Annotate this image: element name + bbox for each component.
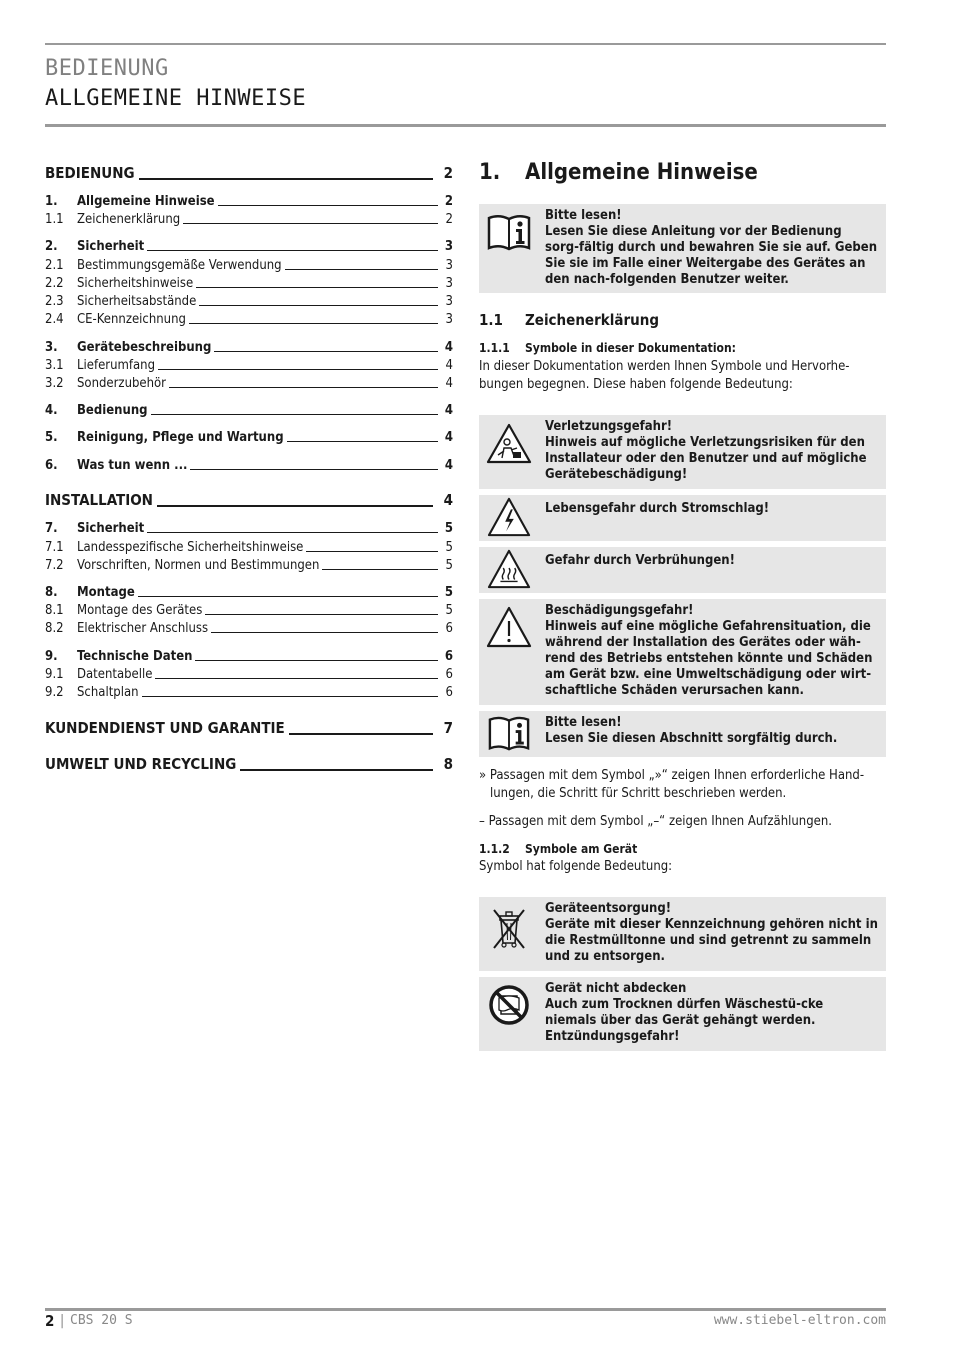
read-notice-text: Bitte lesen! Lesen Sie diese Anleitung vor der Bedienung sorg-fältig durch und bewahren Sie sie auf. Geben Sie sie im Falle einer Weitergabe des Gerätes an den nach-folgenden Benutzer weiter. (545, 208, 878, 287)
toc-section[interactable]: UMWELT UND RECYCLING 8 (45, 755, 453, 773)
toc-entry[interactable]: 7. Sicherheit 5 (45, 521, 453, 536)
manual-info-icon (485, 210, 533, 254)
toc-entry[interactable]: 3.1 Lieferumfang 4 (45, 358, 453, 373)
page-number: 2 (45, 1312, 55, 1330)
toc-entry[interactable]: 9.1 Datentabelle 6 (45, 667, 453, 682)
footer-rule (45, 1308, 886, 1311)
bullet-list: – Passagen mit dem Symbol „–“ zeigen Ihnen Aufzählungen. (479, 814, 832, 829)
manual-info-icon (485, 712, 533, 754)
subsubsection-heading: 1.1.1 Symbole in dieser Dokumentation: (479, 341, 736, 355)
footer-separator: | (60, 1313, 65, 1329)
website-url[interactable]: www.stiebel-eltron.com (713, 1313, 886, 1328)
toc-entry[interactable]: 3. Gerätebeschreibung 4 (45, 340, 453, 355)
toc-entry[interactable]: 7.1 Landesspezifische Sicherheitshinweise 5 (45, 540, 453, 555)
toc-entry[interactable]: 2.2 Sicherheitshinweise 3 (45, 276, 453, 291)
toc-section[interactable]: KUNDENDIENST UND GARANTIE 7 (45, 719, 453, 737)
crossed-bin-icon (485, 905, 533, 951)
toc-entry[interactable]: 3.2 Sonderzubehör 4 (45, 376, 453, 391)
toc-entry[interactable]: 8.2 Elektrischer Anschluss 6 (45, 621, 453, 636)
toc-entry[interactable]: 6. Was tun wenn ... 4 (45, 458, 453, 473)
injury-warning-icon (485, 421, 533, 465)
toc-entry[interactable]: 8. Montage 5 (45, 585, 453, 600)
device-symbol-do-not-cover: Gerät nicht abdecken Auch zum Trocknen dürfen Wäschestü-cke niemals über das Gerät gehängt werden. Entzündungsgefahr! (479, 977, 886, 1051)
symbol-box-injury: Verletzungsgefahr! Hinweis auf mögliche Verletzungsrisiken für den Installateur oder den Benutzer und auf mögliche Gerätebeschädigung! (479, 415, 886, 489)
subsection-heading: 1.1 Zeichenerklärung (479, 311, 659, 329)
toc-entry[interactable]: 2.3 Sicherheitsabstände 3 (45, 294, 453, 309)
symbol-box-electric: Lebensgefahr durch Stromschlag! (479, 495, 886, 541)
toc-entry[interactable]: 1. Allgemeine Hinweise 2 (45, 194, 453, 209)
device-symbol-disposal: Geräteentsorgung! Geräte mit dieser Kennzeichnung gehören nicht in die Restmülltonne und sind getrennt zu sammeln und zu entsorgen. (479, 897, 886, 971)
toc-entry[interactable]: 2.4 CE-Kennzeichnung 3 (45, 312, 453, 327)
toc-entry[interactable]: 7.2 Vorschriften, Normen und Bestimmungen 5 (45, 558, 453, 573)
toc-entry[interactable]: 8.1 Montage des Gerätes 5 (45, 603, 453, 618)
intro-paragraph: In dieser Dokumentation werden Ihnen Symbole und Hervorhe-bungen begegnen. Diese haben folgende Bedeutung: (479, 359, 850, 392)
scalding-hot-icon (485, 548, 533, 590)
header-bottom-rule (45, 124, 886, 127)
bullet-action: » Passagen mit dem Symbol „»“ zeigen Ihnen erforderliche Hand-lungen, die Schritt für Schritt beschrieben werden. (479, 768, 865, 801)
symbol-box-damage: Beschädigungsgefahr! Hinweis auf eine mögliche Gefahrensituation, die während der Installation des Gerätes oder wäh-rend des Betriebs entstehen könnte und Schäden am Gerät bzw. eine Umweltschädigung oder wirt-schaftliche Schäden verursachen kann. (479, 599, 886, 705)
toc-entry[interactable]: 5. Reinigung, Pflege und Wartung 4 (45, 430, 453, 445)
page-title: ALLGEMEINE HINWEISE (45, 86, 307, 111)
toc-entry[interactable]: 9.2 Schaltplan 6 (45, 685, 453, 700)
electric-shock-icon (485, 496, 533, 538)
do-not-cover-icon (485, 983, 533, 1027)
subsubsection-heading: 1.1.2 Symbole am Gerät (479, 842, 638, 856)
model-name: CBS 20 S (70, 1313, 133, 1328)
top-rule (45, 43, 886, 45)
toc-section[interactable]: INSTALLATION 4 (45, 491, 453, 509)
section-heading: 1. Allgemeine Hinweise (479, 160, 758, 185)
symbol-box-scalding: Gefahr durch Verbrühungen! (479, 547, 886, 593)
toc-entry[interactable]: 2. Sicherheit 3 (45, 239, 453, 254)
toc-entry[interactable]: 1.1 Zeichenerklärung 2 (45, 212, 453, 227)
toc-entry[interactable]: 9. Technische Daten 6 (45, 649, 453, 664)
symbol-box-read: Bitte lesen! Lesen Sie diesen Abschnitt sorgfältig durch. (479, 711, 886, 757)
toc-entry[interactable]: 4. Bedienung 4 (45, 403, 453, 418)
device-symbols-intro: Symbol hat folgende Bedeutung: (479, 859, 673, 874)
read-notice-box (479, 204, 886, 293)
chapter-label: BEDIENUNG (45, 56, 169, 81)
damage-warning-icon (485, 605, 533, 649)
toc-section[interactable]: BEDIENUNG 2 (45, 164, 453, 182)
toc-entry[interactable]: 2.1 Bestimmungsgemäße Verwendung 3 (45, 258, 453, 273)
